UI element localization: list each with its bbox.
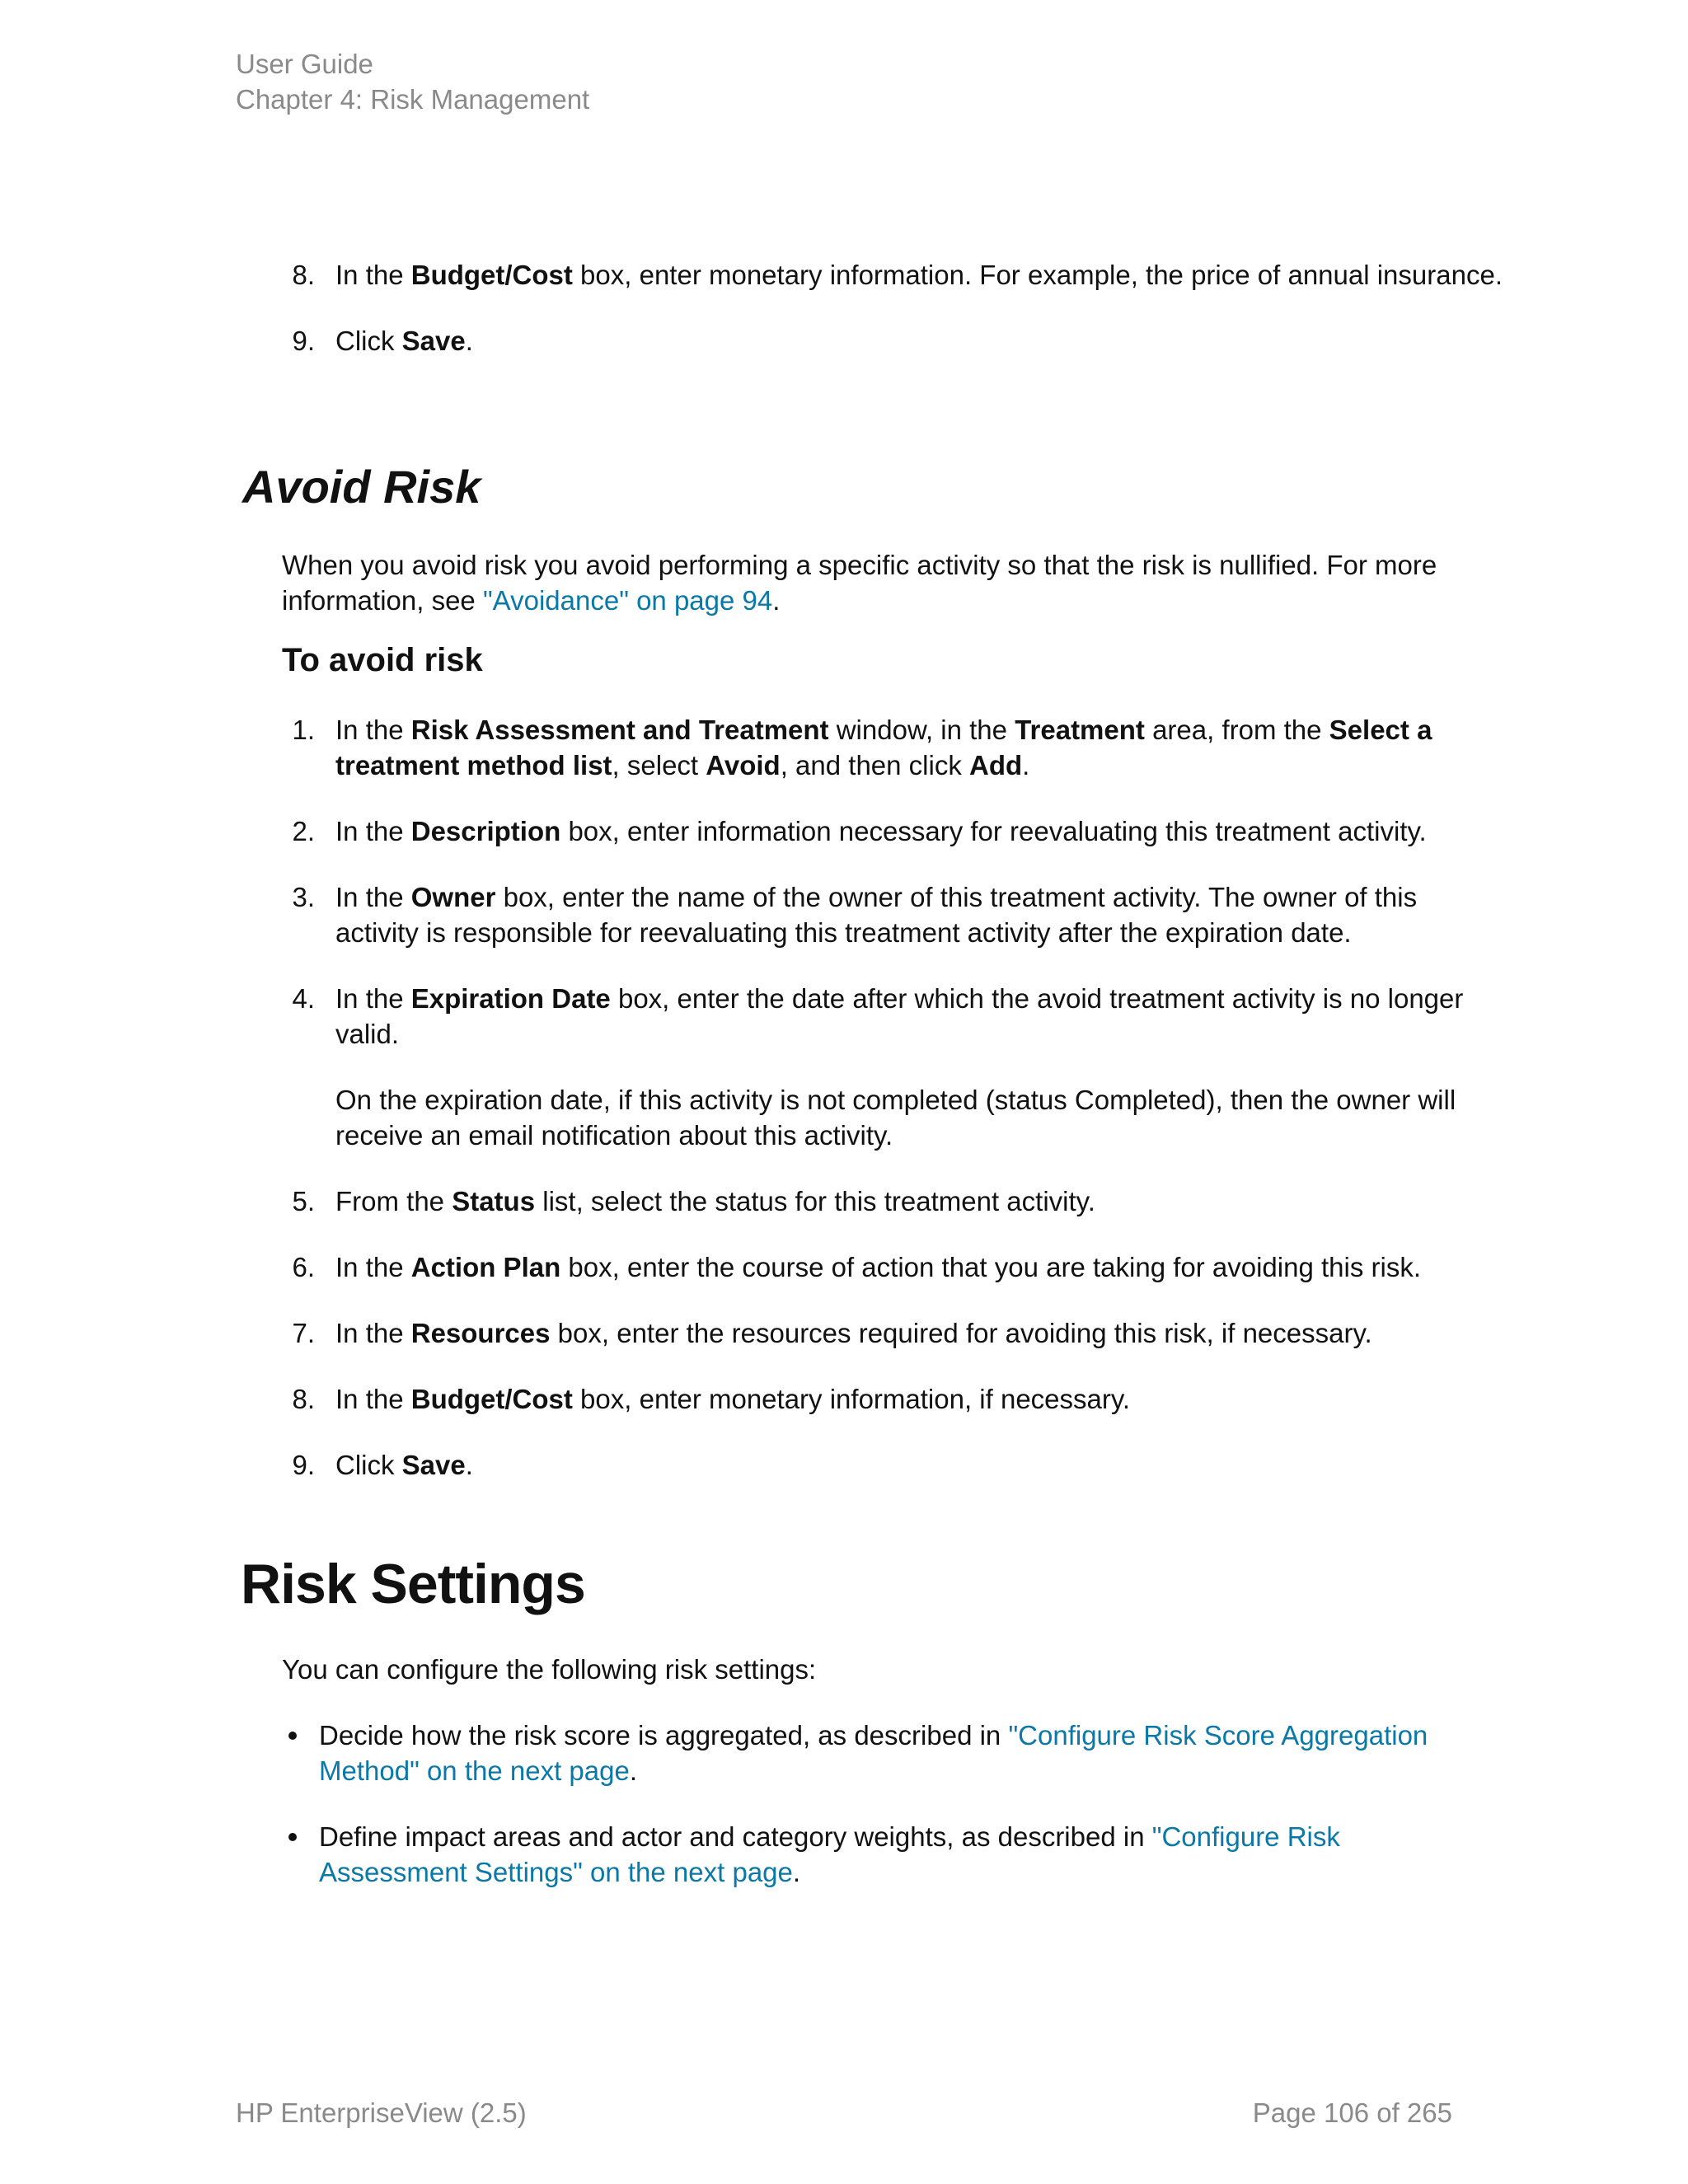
footer-page-number: Page 106 of 265: [1252, 2097, 1452, 2128]
step-text: In the Budget/Cost box, enter monetary information, if necessary.: [335, 1384, 1131, 1414]
list-item: [280, 1249, 1506, 1285]
step-text: In the Expiration Date box, enter the date after which the avoid treatment activity is no longer valid.: [335, 983, 1464, 1049]
section-heading-risk-settings: Risk Settings: [241, 1553, 585, 1615]
running-header: [236, 46, 589, 117]
step-text: In the Description box, enter information necessary for reevaluating this treatment activity.: [335, 816, 1427, 846]
procedure-heading: To avoid risk: [282, 642, 483, 678]
step-number: 3.: [292, 882, 315, 912]
list-item: [280, 323, 1506, 359]
aggregation-method-link[interactable]: "Configure Risk Score Aggregation Method" on the next page: [319, 1720, 1428, 1786]
header-guide-title: User Guide: [236, 49, 373, 79]
step-number: 7.: [292, 1318, 315, 1348]
step-number: 2.: [292, 816, 315, 846]
risk-settings-intro: You can configure the following risk settings:: [282, 1654, 817, 1685]
step-number: 5.: [292, 1186, 315, 1216]
avoidance-link[interactable]: "Avoidance" on page 94: [482, 585, 773, 616]
footer-product: HP EnterpriseView (2.5): [236, 2097, 527, 2128]
list-item: [280, 813, 1506, 849]
list-item: [280, 1183, 1506, 1219]
list-item: [280, 1381, 1506, 1417]
list-item: [280, 712, 1506, 783]
avoid-risk-intro: When you avoid risk you avoid performing a specific activity so that the risk is nullified. For more information, see "Avoidance" on page 94.: [282, 550, 1437, 616]
step-number: 8.: [292, 1384, 315, 1414]
step-number: 9.: [292, 1450, 315, 1480]
step-text: In the Resources box, enter the resources required for avoiding this risk, if necessary.: [335, 1318, 1372, 1348]
step-number: 4.: [292, 983, 315, 1014]
continued-steps-list: [280, 257, 1506, 359]
step-text: Click Save.: [335, 326, 473, 356]
list-item: [280, 1315, 1506, 1351]
step-number: 9.: [292, 326, 315, 356]
avoid-risk-steps-list: [280, 712, 1506, 1483]
step-text: From the Status list, select the status for this treatment activity.: [335, 1186, 1095, 1216]
step-number: 1.: [292, 715, 315, 745]
step-note: On the expiration date, if this activity is not completed (status Completed), then the owner will receive an email notification about this activity.: [335, 1085, 1456, 1151]
list-item: [280, 981, 1506, 1153]
bullet-icon: [288, 1732, 297, 1740]
step-text: In the Budget/Cost box, enter monetary information. For example, the price of annual insurance.: [335, 260, 1503, 290]
step-text: Click Save.: [335, 1450, 473, 1480]
step-number: 8.: [292, 260, 315, 290]
assessment-settings-link[interactable]: "Configure Risk Assessment Settings" on the next page: [319, 1821, 1340, 1887]
bullet-icon: [288, 1833, 297, 1841]
list-item: Define impact areas and actor and category weights, as described in "Configure Risk Assessment Settings" on the next page.: [282, 1819, 1456, 1890]
list-item: Decide how the risk score is aggregated, as described in "Configure Risk Score Aggregation Method" on the next page.: [282, 1718, 1456, 1788]
list-item: [280, 257, 1506, 293]
section-heading-avoid-risk: Avoid Risk: [242, 461, 481, 513]
step-text: In the Owner box, enter the name of the owner of this treatment activity. The owner of this activity is responsible for reevaluating this treatment activity after the expiration date.: [335, 882, 1418, 948]
step-text: In the Action Plan box, enter the course of action that you are taking for avoiding this risk.: [335, 1252, 1422, 1282]
list-item: [280, 1447, 1506, 1483]
list-item: [280, 879, 1506, 950]
header-chapter-title: Chapter 4: Risk Management: [236, 84, 590, 115]
step-number: 6.: [292, 1252, 315, 1282]
risk-settings-bullet-list: [282, 1718, 1456, 1890]
step-text: In the Risk Assessment and Treatment window, in the Treatment area, from the Select a treatment method list, select Avoid, and then click Add.: [335, 715, 1432, 780]
